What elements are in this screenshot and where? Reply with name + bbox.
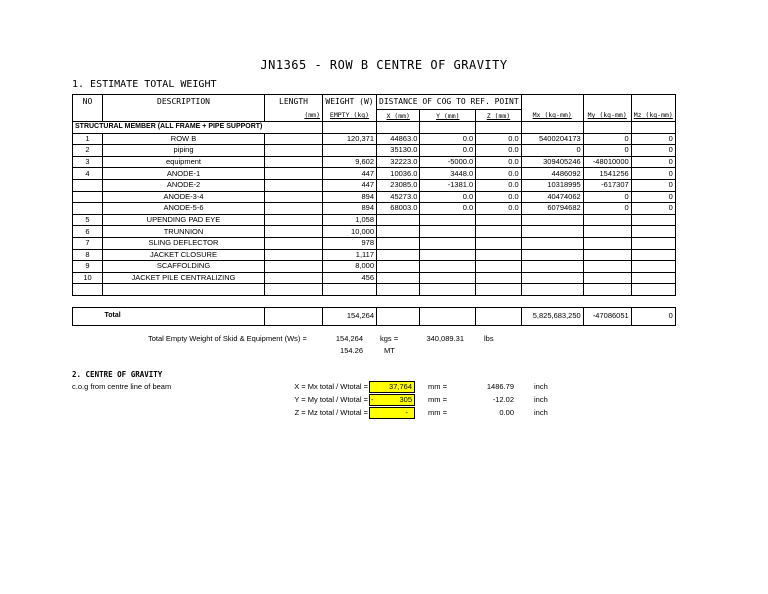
header-length: LENGTH — [265, 95, 323, 110]
cog-x-inch-unit: inch — [534, 382, 548, 391]
header-mz: Mz (kg-mm) — [631, 110, 675, 122]
header-my: My (kg-mm) — [583, 110, 631, 122]
header-weight: WEIGHT (W) — [323, 95, 377, 110]
total-my: -47086051 — [583, 307, 631, 325]
table-row: ANODE-5-6 894 68003.0 0.0 0.0 60794682 0 0 — [73, 203, 676, 215]
cog-y-unit: mm = — [428, 395, 447, 404]
table-row: 1 ROW B 120,371 44863.0 0.0 0.0 5400204173 0 0 — [73, 133, 676, 145]
table-row: 10 JACKET PILE CENTRALIZING 456 — [73, 272, 676, 284]
header-description: DESCRIPTION — [103, 95, 265, 110]
table-row: 5 UPENDING PAD EYE 1,058 — [73, 214, 676, 226]
cog-z-unit: mm = — [428, 408, 447, 417]
table-row: 4 ANODE-1 447 10036.0 3448.0 0.0 4486092 1541256 0 — [73, 168, 676, 180]
summary-mt-value: 154.26 — [340, 346, 363, 355]
table-row: 7 SLING DEFLECTOR 978 — [73, 237, 676, 249]
cog-x-value: 37,764 — [369, 381, 415, 393]
header-y: Y (mm) — [420, 110, 476, 122]
page-title: JN1365 - ROW B CENTRE OF GRAVITY — [260, 58, 508, 72]
header-z: Z (mm) — [476, 110, 521, 122]
table-row: 6 TRUNNION 10,000 — [73, 226, 676, 238]
cog-y-value: 305 — [399, 395, 412, 404]
summary-lbs-value: 340,089.31 — [426, 334, 464, 343]
summary-label: Total Empty Weight of Skid & Equipment (Ws) = — [148, 334, 307, 343]
cog-z-inch-unit: inch — [534, 408, 548, 417]
cog-x-formula: X = Mx total / Wtotal = — [294, 382, 368, 391]
table-row: 3 equipment 9,602 32223.0 -5000.0 0.0 309405246 -48010000 0 — [73, 156, 676, 168]
total-weight: 154,264 — [323, 307, 377, 325]
weight-table — [72, 94, 676, 326]
cog-z-inch: 0.00 — [499, 408, 514, 417]
cog-y-inch: -12.02 — [492, 395, 514, 404]
cog-y-prefix: - — [371, 395, 374, 404]
header-no: NO — [73, 95, 103, 110]
table-row: 9 SCAFFOLDING 8,000 — [73, 261, 676, 273]
cog-z-value: - — [405, 408, 408, 417]
header-x: X (mm) — [377, 110, 420, 122]
header-weight-unit: EMPTY (kg) — [323, 110, 377, 122]
total-label: Total — [103, 307, 265, 325]
table-row: 2 piping 35130.0 0.0 0.0 0 0 0 — [73, 145, 676, 157]
table-row: ANODE-3-4 894 45273.0 0.0 0.0 40474062 0 0 — [73, 191, 676, 203]
table-row: ANODE-2 447 23085.0 -1381.0 0.0 10318995 -617307 0 — [73, 179, 676, 191]
header-distance: DISTANCE OF COG TO REF. POINT — [377, 95, 522, 110]
summary-kgs-unit: kgs = — [380, 334, 399, 343]
cog-note: c.o.g from centre line of beam — [72, 382, 172, 391]
header-mx-blank — [521, 95, 583, 110]
cog-x-unit: mm = — [428, 382, 447, 391]
total-row — [73, 307, 676, 325]
cog-y-inch-unit: inch — [534, 395, 548, 404]
summary-lbs-unit: lbs — [484, 334, 494, 343]
total-mx: 5,825,683,250 — [521, 307, 583, 325]
section-2-heading: 2. CENTRE OF GRAVITY — [72, 370, 163, 379]
header-my-blank — [583, 95, 631, 110]
cog-z-formula: Z = Mz total / Wtotal = — [294, 408, 368, 417]
header-length-unit: (mm) — [265, 110, 323, 122]
cog-y-formula: Y = My total / Wtotal = — [294, 395, 368, 404]
table-row: 8 JACKET CLOSURE 1,117 — [73, 249, 676, 261]
summary-mt-unit: MT — [384, 346, 395, 355]
structural-member-label: STRUCTURAL MEMBER (ALL FRAME + PIPE SUPPORT) — [73, 122, 323, 134]
summary-kgs-value: 154,264 — [335, 334, 363, 343]
section-1-heading: 1. ESTIMATE TOTAL WEIGHT — [72, 79, 217, 90]
cog-x-inch: 1486.79 — [486, 382, 514, 391]
cog-z-box — [369, 407, 415, 419]
header-mx: Mx (kg-mm) — [521, 110, 583, 122]
cog-y-box — [369, 394, 415, 406]
total-mz: 0 — [631, 307, 675, 325]
header-mz-blank — [631, 95, 675, 110]
